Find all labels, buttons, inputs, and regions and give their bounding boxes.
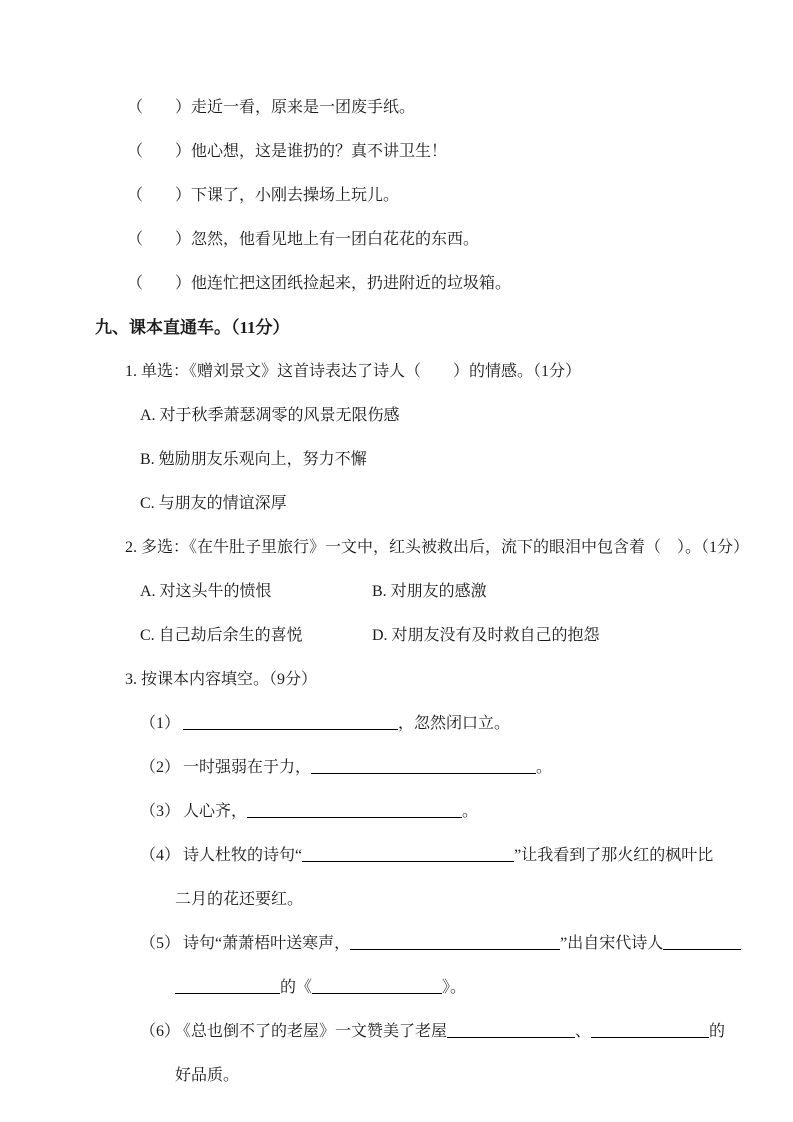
option-b: B. 勉励朋友乐观向上，努力不懈 xyxy=(140,451,367,468)
question-1 xyxy=(0,350,793,526)
blank-line xyxy=(447,1022,575,1038)
item-text: 诗人杜牧的诗句“ xyxy=(183,847,303,864)
item-text: 》。 xyxy=(442,979,467,996)
ordering-item: （ ）他心想，这是谁扔的？真不讲卫生！ xyxy=(127,143,448,160)
fill-item-1 xyxy=(140,702,785,746)
item-text: ，忽然闭口立。 xyxy=(398,715,511,732)
item-number: （4） xyxy=(140,847,181,864)
blank-line xyxy=(175,978,280,994)
item-text: 诗句“萧萧梧叶送寒声， xyxy=(183,935,351,952)
option-a: A. 对于秋季萧瑟凋零的风景无限伤感 xyxy=(140,407,400,424)
item-text: 。 xyxy=(536,759,553,776)
question-1-text: 1. 单选：《赠刘景文》这首诗表达了诗人（ ）的情感。（1分） xyxy=(125,363,582,380)
blank-line xyxy=(663,934,741,950)
option-c: C. 与朋友的情谊深厚 xyxy=(140,495,287,512)
question-2-options-row-2 xyxy=(140,614,793,658)
question-2-options-row-1 xyxy=(140,570,793,614)
question-3-text: 3. 按课本内容填空。（9分） xyxy=(125,671,318,688)
item-text: 。 xyxy=(462,803,479,820)
ordering-item: （ ）他连忙把这团纸捡起来，扔进附近的垃圾箱。 xyxy=(127,275,512,292)
item-text: 、 xyxy=(575,1023,592,1040)
ordering-item: （ ）下课了，小刚去操场上玩儿。 xyxy=(127,187,400,204)
blank-line xyxy=(311,758,536,774)
question-1-options xyxy=(140,394,793,526)
fill-item-2 xyxy=(140,746,785,790)
item-number: （2） xyxy=(140,759,181,776)
ordering-item: （ ）忽然，他看见地上有一团白花花的东西。 xyxy=(127,231,480,248)
item-number: （5） xyxy=(140,935,181,952)
ordering-exercise xyxy=(127,86,793,306)
blank-line xyxy=(247,802,462,818)
item-text: 二月的花还要红。 xyxy=(175,891,304,908)
blank-line xyxy=(591,1022,709,1038)
item-text: 的《 xyxy=(280,979,313,996)
item-number: （1） xyxy=(140,715,181,732)
item-text: 的 xyxy=(709,1023,726,1040)
option-d: D. 对朋友没有及时救自己的抱怨 xyxy=(372,627,600,644)
item-text: ”让我看到了那火红的枫叶比 xyxy=(514,847,714,864)
blank-line xyxy=(312,978,442,994)
item-text: 人心齐， xyxy=(183,803,248,820)
option-a: A. 对这头牛的愤恨 xyxy=(140,583,272,600)
item-number: （6） xyxy=(140,1023,181,1040)
blank-line xyxy=(183,714,398,730)
option-c: C. 自己劫后余生的喜悦 xyxy=(140,627,303,644)
section-title: 九、课本直通车。（11分） xyxy=(95,318,290,337)
item-text: 《总也倒不了的老屋》一文赞美了老屋 xyxy=(183,1023,448,1040)
fill-item-4 xyxy=(140,834,785,922)
ordering-item: （ ）走近一看，原来是一团废手纸。 xyxy=(127,99,416,116)
item-number: （3） xyxy=(140,803,181,820)
blank-line xyxy=(302,846,514,862)
question-3 xyxy=(0,658,793,1098)
fill-item-6 xyxy=(140,1010,785,1098)
fill-item-3 xyxy=(140,790,785,834)
question-2-text: 2. 多选：《在牛肚子里旅行》一文中，红头被救出后，流下的眼泪中包含着（ ）。（1分） xyxy=(125,539,750,556)
item-text: 一时强弱在于力， xyxy=(183,759,312,776)
item-text: ”出自宋代诗人 xyxy=(560,935,664,952)
item-text: 好品质。 xyxy=(175,1067,240,1084)
blank-line xyxy=(350,934,560,950)
option-b: B. 对朋友的感激 xyxy=(372,583,487,600)
question-2 xyxy=(0,526,793,658)
fill-item-5 xyxy=(140,922,785,1010)
